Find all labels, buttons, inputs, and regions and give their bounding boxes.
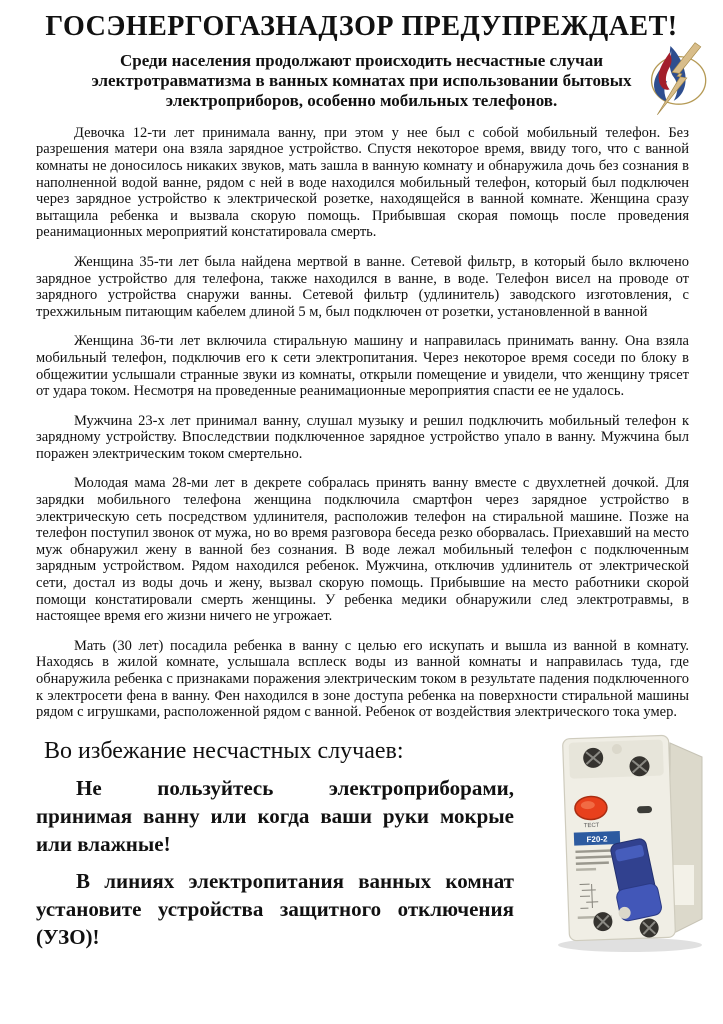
page-subtitle: Среди населения продолжают происходить несчастные случаи электротравматизма в ванных комнатах при использовании бытовых электроприборов, особенно мобильных телефонов. [91, 50, 632, 110]
incident-paragraph: Мужчина 23-х лет принимал ванну, слушал музыку и решил подключить мобильный телефон к зарядному устройству. Впоследствии подключенное зарядное устройство упало в ванну. Мужчина был поражен электрическим током смертельно. [36, 412, 689, 462]
incident-paragraph: Мать (30 лет) посадила ребенка в ванну с целью его искупать и вышла из ванной в комнату. Находясь в жилой комнате, услышала всплеск воды из ванной комнаты и направилась туда, где обнаружила ребенка с признаками поражения электрическим током в результате падения подключенного к электросети фена в ванну. Фен находился в зоне доступа ребенка на поверхности стиральной машины рядом с игрушками, расположенной рядом с ванной. Ребенок от воздействия электрического тока умер. [36, 637, 689, 721]
advice-item: В линиях электропитания ванных комнат установите устройства защитного отключения (УЗО)! [36, 868, 514, 949]
energy-supervision-logo-icon [636, 40, 718, 120]
test-button-label: ТЕСТ [583, 822, 600, 830]
rcd-device-photo [550, 723, 718, 955]
incident-paragraph: Женщина 35-ти лет была найдена мертвой в ванне. Сетевой фильтр, в который было включено зарядное устройство для телефона, также находился в ванне, в воде. Телефон висел на проводе от зарядного устройства снаружи ванны. Сетевой фильтр (удлинитель) заводского изготовления, с трехжильным питающим кабелем длиной 5 м, был подключен от розетки, установленной в ванной [36, 253, 689, 320]
advice-heading: Во избежание несчастных случаев: [44, 737, 404, 764]
type-label: F20-2 [586, 834, 608, 844]
indicator-window [637, 806, 652, 814]
incident-paragraph: Женщина 36-ти лет включила стиральную машину и направилась принимать ванну. Она взяла мобильный телефон, подключив его к сети электропитания. Через некоторое время соседи по блоку в общежитии услышали странные звуки из комнаты, открыли помещение и увидели, что женщину трясет от удара током. Несмотря на проведенные реанимационные мероприятия спасти ее не удалось. [36, 333, 689, 400]
page-title: ГОСЭНЕРГОГАЗНАДЗОР ПРЕДУПРЕЖДАЕТ! [45, 11, 678, 42]
incident-paragraph: Девочка 12-ти лет принимала ванну, при этом у нее был с собой мобильный телефон. Без разрешения матери она взяла зарядное устройство. Спустя некоторое время, ввиду того, что с ванной комнаты не доносилось никаких звуков, мать зашла в ванную комнату и обнаружила дочь без сознания в наполненной водой ванне, рядом с ней в воде находился мобильный телефон, который был подключен через зарядное устройство к электрической розетке, находящейся в ванной комнате. Женщина сразу вытащила ребенка и вызвала скорую помощь. Прибывшая скорая помощь после проведения реанимационных мероприятий констатировала смерть. [36, 124, 689, 241]
incident-paragraph: Молодая мама 28-ми лет в декрете собралась принять ванну вместе с двухлетней дочкой. Для зарядки мобильного телефона женщина подключила смартфон через зарядное устройство в электрическую сеть посредством удлинителя, расположив телефон на стиральной машине. Позже на телефон поступил звонок от мужа, но во время разговора беседа резко оборвалась. Приехавший на место муж обнаружил жену в ванной без сознания. В воде лежал мобильный телефон с подключенным зарядным устройством. Рядом находился ребенок. Мужчина, отключив удлинитель от электрической сети, достал из воды дочь и жену, вызвал скорую помощь. Прибывшие на место работники скорой помощи констатировали смерть женщины. У ребенка медики обнаружили след электротравмы, в настоящее время его жизни ничего не угрожает. [36, 475, 689, 625]
advice-section [0, 737, 723, 951]
logo-flame-red [659, 53, 672, 90]
incident-reports [36, 125, 689, 721]
advice-item: Не пользуйтесь электроприборами, принимая ванну или когда ваши руки мокрые или влажные! [36, 775, 514, 856]
header [0, 0, 723, 111]
